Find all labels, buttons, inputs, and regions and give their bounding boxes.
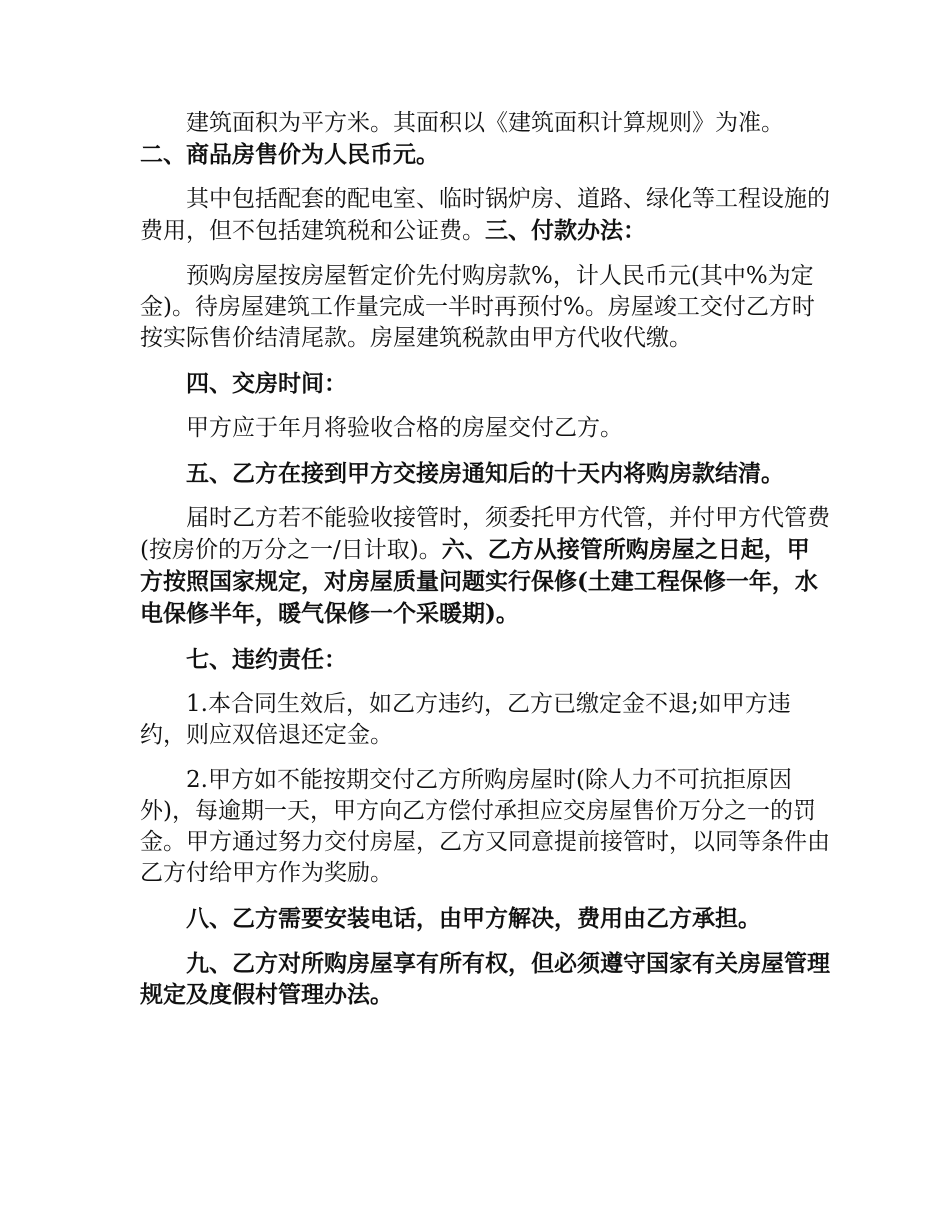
paragraph-liability-2: 2.甲方如不能按期交付乙方所购房屋时(除人力不可抗拒原因外)，每逾期一天，甲方向乙方偿付承担应交房屋售价万分之一的罚金。甲方通过努力交付房屋，乙方又同意提前接管时，以同等条件由乙方付给甲方作为奖励。	[140, 767, 830, 886]
paragraph-handover-time: 甲方应于年月将验收合格的房屋交付乙方。	[186, 415, 623, 441]
heading-price: 二、商品房售价为人民币元。	[140, 141, 439, 168]
heading-warranty: 六、乙方从接管所购房屋之日起，甲方按照国家规定，对房屋质量问题实行保修(土建工程保修一年，水电保修半年，暖气保修一个采暖期)。	[140, 536, 818, 627]
paragraph-custody	[140, 503, 830, 630]
heading-payment: 三、付款办法：	[485, 217, 646, 244]
heading-ownership: 九、乙方对所购房屋享有所有权，但必须遵守国家有关房屋管理规定及度假村管理办法。	[140, 950, 830, 1008]
price-details-text: 其中包括配套的配电室、临时锅炉房、道路、绿化等工程设施的费用，但不包括建筑税和公证费。	[140, 186, 830, 244]
custody-text: 届时乙方若不能验收接管时，须委托甲方代管，并付甲方代管费(按房价的万分之一/日计取)。	[140, 505, 830, 563]
document-page	[140, 108, 830, 1010]
heading-telephone: 八、乙方需要安装电话，由甲方解决，费用由乙方承担。	[186, 905, 761, 932]
heading-liability: 七、违约责任：	[186, 646, 347, 673]
paragraph-price-details	[140, 184, 830, 247]
heading-handover-time: 四、交房时间：	[186, 370, 347, 397]
paragraph-liability-1: 1.本合同生效后，如乙方违约，乙方已缴定金不退;如甲方违约，则应双倍退还定金。	[140, 691, 791, 748]
paragraph-area: 建筑面积为平方米。其面积以《建筑面积计算规则》为准。	[186, 110, 784, 136]
heading-settlement: 五、乙方在接到甲方交接房通知后的十天内将购房款结清。	[186, 460, 784, 487]
paragraph-payment: 预购房屋按房屋暂定价先付购房款%，计人民币元(其中%为定金)。待房屋建筑工作量完成一半时再预付%。房屋竣工交付乙方时按实际售价结清尾款。房屋建筑税款由甲方代收代缴。	[140, 263, 815, 351]
